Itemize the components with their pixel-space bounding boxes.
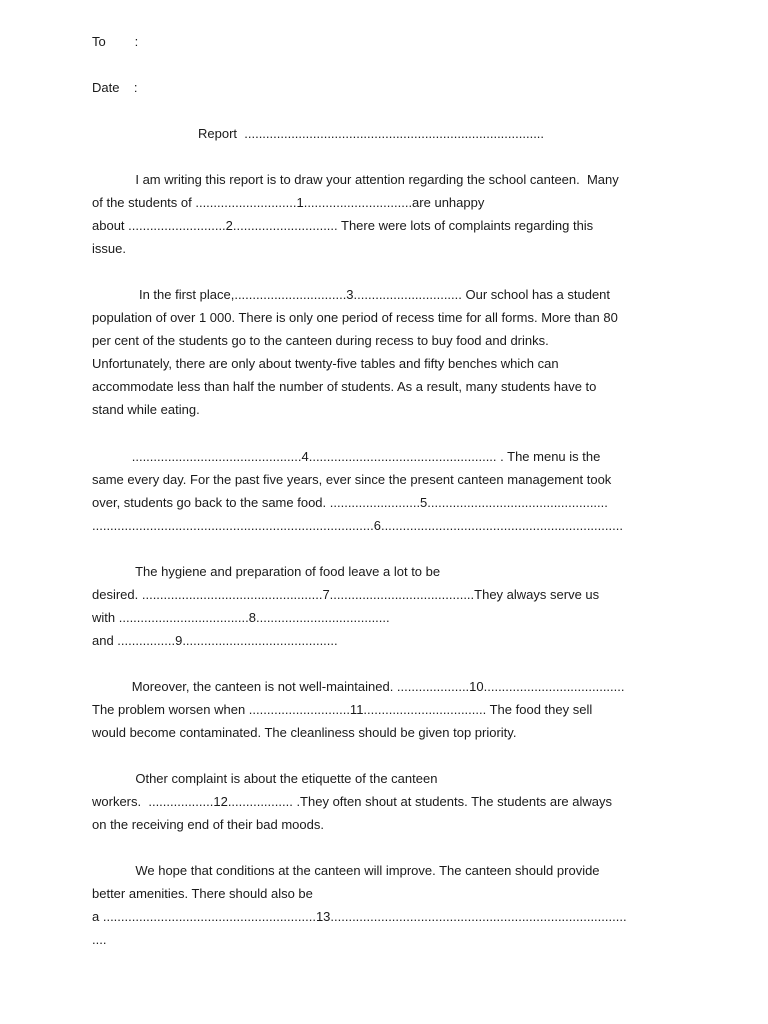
paragraph-line: Other complaint is about the etiquette of the canteen <box>92 771 438 786</box>
paragraph-line: ..............................................................................6................................................................... <box>92 518 623 533</box>
paragraph-line: over, students go back to the same food. .........................5.................................................. <box>92 495 608 510</box>
paragraph-line: of the students of ............................1..............................are unhappy <box>92 195 485 210</box>
paragraph-line: Moreover, the canteen is not well-maintained. ....................10....................................... <box>92 679 625 694</box>
paragraph-line: per cent of the students go to the canteen during recess to buy food and drinks. <box>92 333 549 348</box>
paragraph-line: issue. <box>92 241 126 256</box>
paragraph-line: The hygiene and preparation of food leave a lot to be <box>92 564 441 579</box>
paragraph-line: The problem worsen when ............................11.................................. The food they sell <box>92 702 593 717</box>
date-line: Date : <box>92 80 138 95</box>
paragraph-line: I am writing this report is to draw your attention regarding the school canteen. Many <box>92 172 619 187</box>
paragraph-line: We hope that conditions at the canteen will improve. The canteen should provide <box>92 863 600 878</box>
paragraph-line: In the first place,...............................3.............................. Our school has a student <box>92 287 611 302</box>
paragraph-line: better amenities. There should also be <box>92 886 313 901</box>
paragraph-line: on the receiving end of their bad moods. <box>92 817 324 832</box>
report-title-line: Report ................................................................................... <box>198 126 545 141</box>
paragraph-line: a ...........................................................13.................................................................................. <box>92 909 627 924</box>
paragraph-line: population of over 1 000. There is only one period of recess time for all forms. More than 80 <box>92 310 618 325</box>
paragraph-line: would become contaminated. The cleanliness should be given top priority. <box>92 725 517 740</box>
paragraph-line: .... <box>92 932 107 947</box>
paragraph-line: Unfortunately, there are only about twenty-five tables and fifty benches which can <box>92 356 559 371</box>
paragraph-line: workers. ..................12.................. .They often shout at students. The students are always <box>92 794 612 809</box>
paragraph-line: accommodate less than half the number of students. As a result, many students have to <box>92 379 597 394</box>
paragraph-line: and ................9........................................... <box>92 633 338 648</box>
paragraph-line: desired. ..................................................7........................................They always serve us <box>92 587 600 602</box>
paragraph-line: with ....................................8..................................... <box>92 610 390 625</box>
paragraph-line: ...............................................4.................................................... . The menu is the <box>92 449 601 464</box>
paragraph-line: same every day. For the past five years, ever since the present canteen management took <box>92 472 612 487</box>
to-line: To : <box>92 34 139 49</box>
paragraph-line: stand while eating. <box>92 402 200 417</box>
paragraph-line: about ...........................2............................. There were lots of complaints regarding this <box>92 218 594 233</box>
